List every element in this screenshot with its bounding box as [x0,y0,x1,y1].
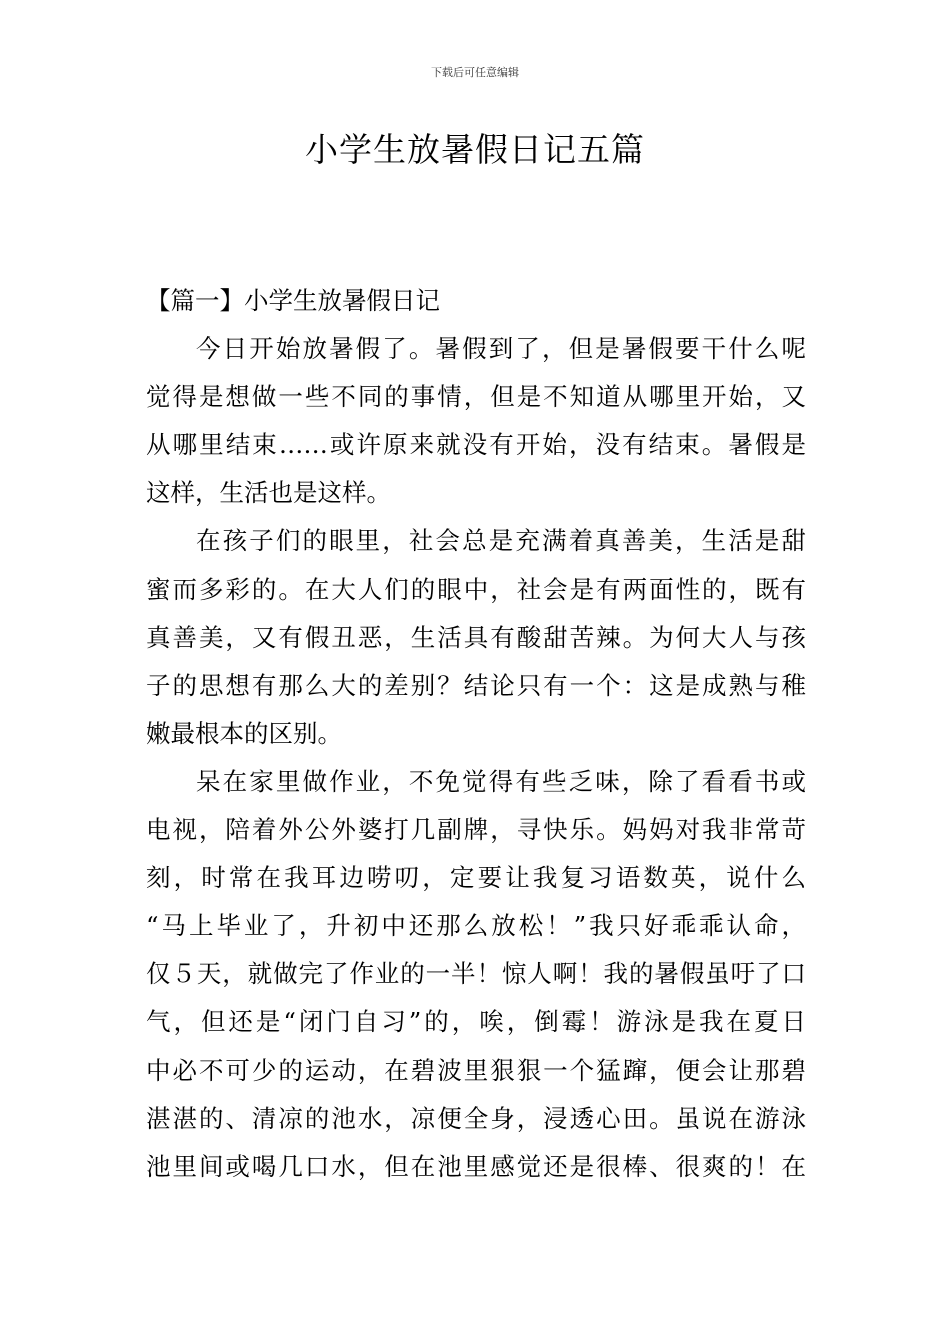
paragraph-line: 今日开始放暑假了。暑假到了，但是暑假要干什么呢 [196,334,806,364]
paragraph-line: 电视，陪着外公外婆打几副牌，寻快乐。妈妈对我非常苛 [146,815,806,845]
document-body [146,277,806,1191]
document-title: 小学生放暑假日记五篇 [305,130,645,169]
paragraph-line: 气，但还是“闭门自习”的，唉，倒霉！游泳是我在夏日 [146,1007,806,1037]
paragraph-1 [146,325,806,517]
paragraph-line: 蜜而多彩的。在大人们的眼中，社会是有两面性的，既有 [146,574,806,604]
paragraph-2 [146,517,806,757]
paragraph-line: 中必不可少的运动，在碧波里狠狠一个猛蹿，便会让那碧 [146,1055,806,1085]
paragraph-3 [146,758,806,1191]
paragraph-line: 湛湛的、清凉的池水，凉便全身，浸透心田。虽说在游泳 [146,1103,806,1133]
paragraph-line: 池里间或喝几口水，但在池里感觉还是很棒、很爽的！在 [146,1151,806,1181]
paragraph-line: “马上毕业了，升初中还那么放松！”我只好乖乖认命， [146,911,806,941]
paragraph-line: 真善美，又有假丑恶，生活具有酸甜苦辣。为何大人与孩 [146,622,806,652]
paragraph-line: 呆在家里做作业，不免觉得有些乏味，除了看看书或 [196,766,806,796]
paragraph-line: 从哪里结束……或许原来就没有开始，没有结束。暑假是 [146,430,806,460]
paragraph-line: 在孩子们的眼里，社会总是充满着真善美，生活是甜 [196,526,806,556]
paragraph-line: 仅５天，就做完了作业的一半！惊人啊！我的暑假虽吁了口 [146,959,806,989]
paragraph-line: 刻，时常在我耳边唠叨，定要让我复习语数英，说什么 [146,863,806,893]
paragraph-line: 这样，生活也是这样。 [146,478,391,508]
section-heading: 【篇一】小学生放暑假日记 [146,286,440,315]
header-note: 下载后可任意编辑 [431,66,519,79]
paragraph-line: 觉得是想做一些不同的事情，但是不知道从哪里开始，又 [146,382,806,412]
paragraph-line: 嫩最根本的区别。 [146,718,342,748]
paragraph-line: 子的思想有那么大的差别？结论只有一个：这是成熟与稚 [146,670,806,700]
